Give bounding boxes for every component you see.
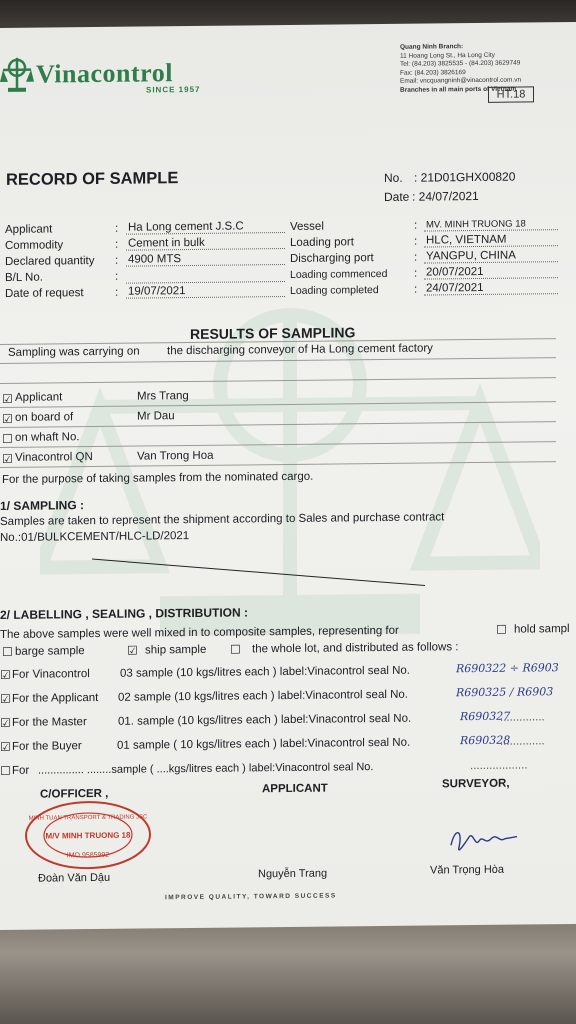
colon: : — [115, 222, 119, 235]
officer-name: Đoàn Văn Dậu — [38, 871, 111, 885]
checkbox-on-board: ☑ — [2, 411, 13, 426]
presence-value-on-board: Mr Dau — [137, 410, 175, 423]
barge-sample-label: barge sample — [15, 645, 85, 658]
branch-fax: Fax: (84.203) 3826169 — [400, 68, 466, 77]
surveyor-name: Văn Trọng Hòa — [430, 863, 504, 877]
checkbox-whaft: ☐ — [2, 431, 13, 446]
background-floor — [0, 915, 576, 1024]
surveyor-signature — [445, 823, 525, 860]
purpose-text: For the purpose of taking samples from the nominated cargo. — [2, 470, 314, 486]
date-label: Date — [384, 189, 410, 204]
field-label-loading-completed: Loading completed — [290, 284, 379, 297]
stamp-vessel: M/V MINH TRUONG 18 — [45, 830, 131, 841]
row-text-buyer: 01 sample ( 10 kgs/litres each ) label:Vinacontrol seal No. — [117, 736, 411, 752]
field-value-applicant: Ha Long cement J.S.C — [126, 220, 285, 235]
branch-note: Branches in all main ports of Vietnam — [400, 85, 517, 94]
brand-since: SINCE 1957 — [146, 84, 201, 95]
row-text-applicant: 02 sample (10 kgs/litres each ) label:Vinacontrol seal No. — [118, 688, 408, 704]
field-value-loading-commenced: 20/07/2021 — [424, 265, 558, 279]
field-label-vessel: Vessel — [290, 220, 324, 233]
checkbox-for-master: ☑ — [0, 715, 11, 730]
field-label-applicant: Applicant — [5, 223, 53, 236]
checkbox-barge-sample: ☐ — [2, 644, 13, 659]
checkbox-applicant: ☑ — [2, 391, 13, 406]
field-value-vessel: MV. MINH TRUONG 18 — [424, 218, 558, 231]
presence-value-applicant: Mrs Trang — [137, 390, 189, 403]
number-label: No. — [384, 170, 403, 185]
colon: : — [414, 235, 418, 248]
labelling-heading: 2/ LABELLING , SEALING , DISTRIBUTION : — [0, 605, 249, 622]
branch-title: Quang Ninh Branch: — [400, 43, 464, 51]
seal-buyer: R690328 — [460, 733, 511, 748]
stamp-imo: IMO 9585992 — [66, 851, 110, 860]
checkbox-for-buyer: ☑ — [0, 739, 11, 754]
colon: : — [115, 270, 119, 283]
field-value-loading-completed: 24/07/2021 — [424, 281, 558, 295]
field-value-loading-port: HLC, VIETNAM — [424, 233, 558, 247]
field-value-bl — [126, 268, 285, 284]
officer-title: C/OFFICER , — [40, 787, 109, 801]
seal-master: R690327 — [460, 709, 511, 724]
row-text-other: ............... ........sample ( ....kgs/litres each ) label:Vinacontrol seal No. — [38, 761, 374, 777]
form-code-box: HT.18 — [488, 86, 534, 102]
field-label-discharging-port: Discharging port — [290, 252, 374, 265]
seal-vinacontrol: R690322 ÷ R6903 — [456, 661, 559, 676]
row-text-vinacontrol: 03 sample (10 kgs/litres each ) label:Vinacontrol seal No. — [120, 664, 410, 680]
sampling-line-1: Samples are taken to represent the shipment according to Sales and purchase contract — [0, 511, 445, 528]
labelling-line-1: The above samples were well mixed in to composite samples, representing for — [0, 624, 399, 641]
sampling-line-2: No.:01/BULKCEMENT/HLC-LD/2021 — [0, 530, 190, 544]
checkbox-for-applicant: ☑ — [0, 691, 11, 706]
footer-slogan: IMPROVE QUALITY, TOWARD SUCCESS — [165, 892, 337, 902]
sampling-carrying-value: the discharging conveyor of Ha Long cement factory — [167, 342, 433, 358]
colon: : — [414, 219, 418, 232]
branch-tel: Tel: (84.203) 3825535 - (84.203) 3629749 — [400, 59, 521, 68]
number-value: : 21D01GHX00820 — [414, 169, 516, 185]
field-label-date-request: Date of request — [5, 287, 84, 300]
field-value-discharging-port: YANGPU, CHINA — [424, 249, 558, 263]
row-text-master: 01. sample (10 kgs/litres each ) label:Vinacontrol seal No. — [118, 712, 412, 728]
checkbox-whole-lot: ☐ — [230, 642, 241, 657]
field-label-loading-port: Loading port — [290, 236, 354, 249]
colon: : — [414, 267, 418, 280]
checkbox-vinacontrol-qn: ☑ — [2, 451, 13, 466]
hold-sample-label: hold sampl — [514, 623, 570, 636]
seal-applicant: R690325 / R6903 — [456, 685, 554, 700]
applicant-name: Nguyễn Trang — [258, 867, 328, 881]
branch-email: Email: vncquangninh@vinacontrol.com.vn — [400, 76, 522, 85]
row-label-other: For — [12, 764, 30, 777]
colon: : — [115, 286, 119, 299]
field-label-loading-commenced: Loading commenced — [290, 267, 388, 281]
row-label-vinacontrol: For Vinacontrol — [12, 668, 90, 681]
colon: : — [115, 238, 119, 251]
branch-address: 11 Hoang Long St., Ha Long City — [400, 51, 495, 60]
checkbox-ship-sample: ☑ — [127, 643, 138, 658]
row-label-master: For the Master — [12, 716, 87, 729]
results-title: RESULTS OF SAMPLING — [190, 324, 356, 343]
seal-other-dots: .................. — [470, 759, 528, 773]
date-value: : 24/07/2021 — [412, 188, 479, 204]
presence-label-whaft: on whaft No. — [15, 431, 80, 444]
field-label-quantity: Declared quantity — [5, 255, 95, 268]
colon: : — [115, 254, 119, 267]
presence-label-vinacontrol-qn: Vinacontrol QN — [15, 451, 93, 464]
field-value-quantity: 4900 MTS — [126, 252, 285, 267]
field-label-bl: B/L No. — [5, 271, 43, 284]
whole-lot-label: the whole lot, and distributed as follows : — [252, 641, 459, 656]
document-page — [0, 22, 576, 930]
colon: : — [414, 251, 418, 264]
document-title: RECORD OF SAMPLE — [6, 169, 179, 189]
vinacontrol-logo-icon — [0, 54, 34, 94]
surveyor-title: SURVEYOR, — [442, 777, 510, 791]
presence-label-applicant: Applicant — [15, 391, 63, 404]
presence-label-on-board: on board of — [15, 411, 74, 424]
row-label-applicant: For the Applicant — [12, 691, 99, 705]
strike-line — [90, 551, 430, 595]
stamp-company: MINH TUAN TRANSPORT & TRADING JSC — [28, 814, 148, 822]
presence-value-vinacontrol-qn: Van Trong Hoa — [137, 449, 214, 463]
seal-buyer-dots: .............. — [500, 735, 545, 748]
seal-master-dots: .............. — [500, 711, 545, 724]
field-value-commodity: Cement in bulk — [126, 236, 285, 251]
checkbox-for-other: ☐ — [0, 763, 11, 778]
sampling-carrying-label: Sampling was carrying on — [8, 345, 140, 359]
applicant-title: APPLICANT — [262, 782, 328, 796]
field-label-commodity: Commodity — [5, 239, 64, 252]
brand-name: Vinacontrol — [36, 58, 173, 89]
checkbox-for-vinacontrol: ☑ — [0, 667, 11, 682]
checkbox-hold-sample: ☐ — [496, 622, 507, 637]
ship-sample-label: ship sample — [145, 643, 207, 657]
colon: : — [414, 283, 418, 296]
row-label-buyer: For the Buyer — [12, 740, 82, 753]
ship-stamp-icon — [22, 798, 154, 871]
field-value-date-request: 19/07/2021 — [126, 284, 285, 299]
sampling-heading: 1/ SAMPLING : — [0, 498, 85, 513]
